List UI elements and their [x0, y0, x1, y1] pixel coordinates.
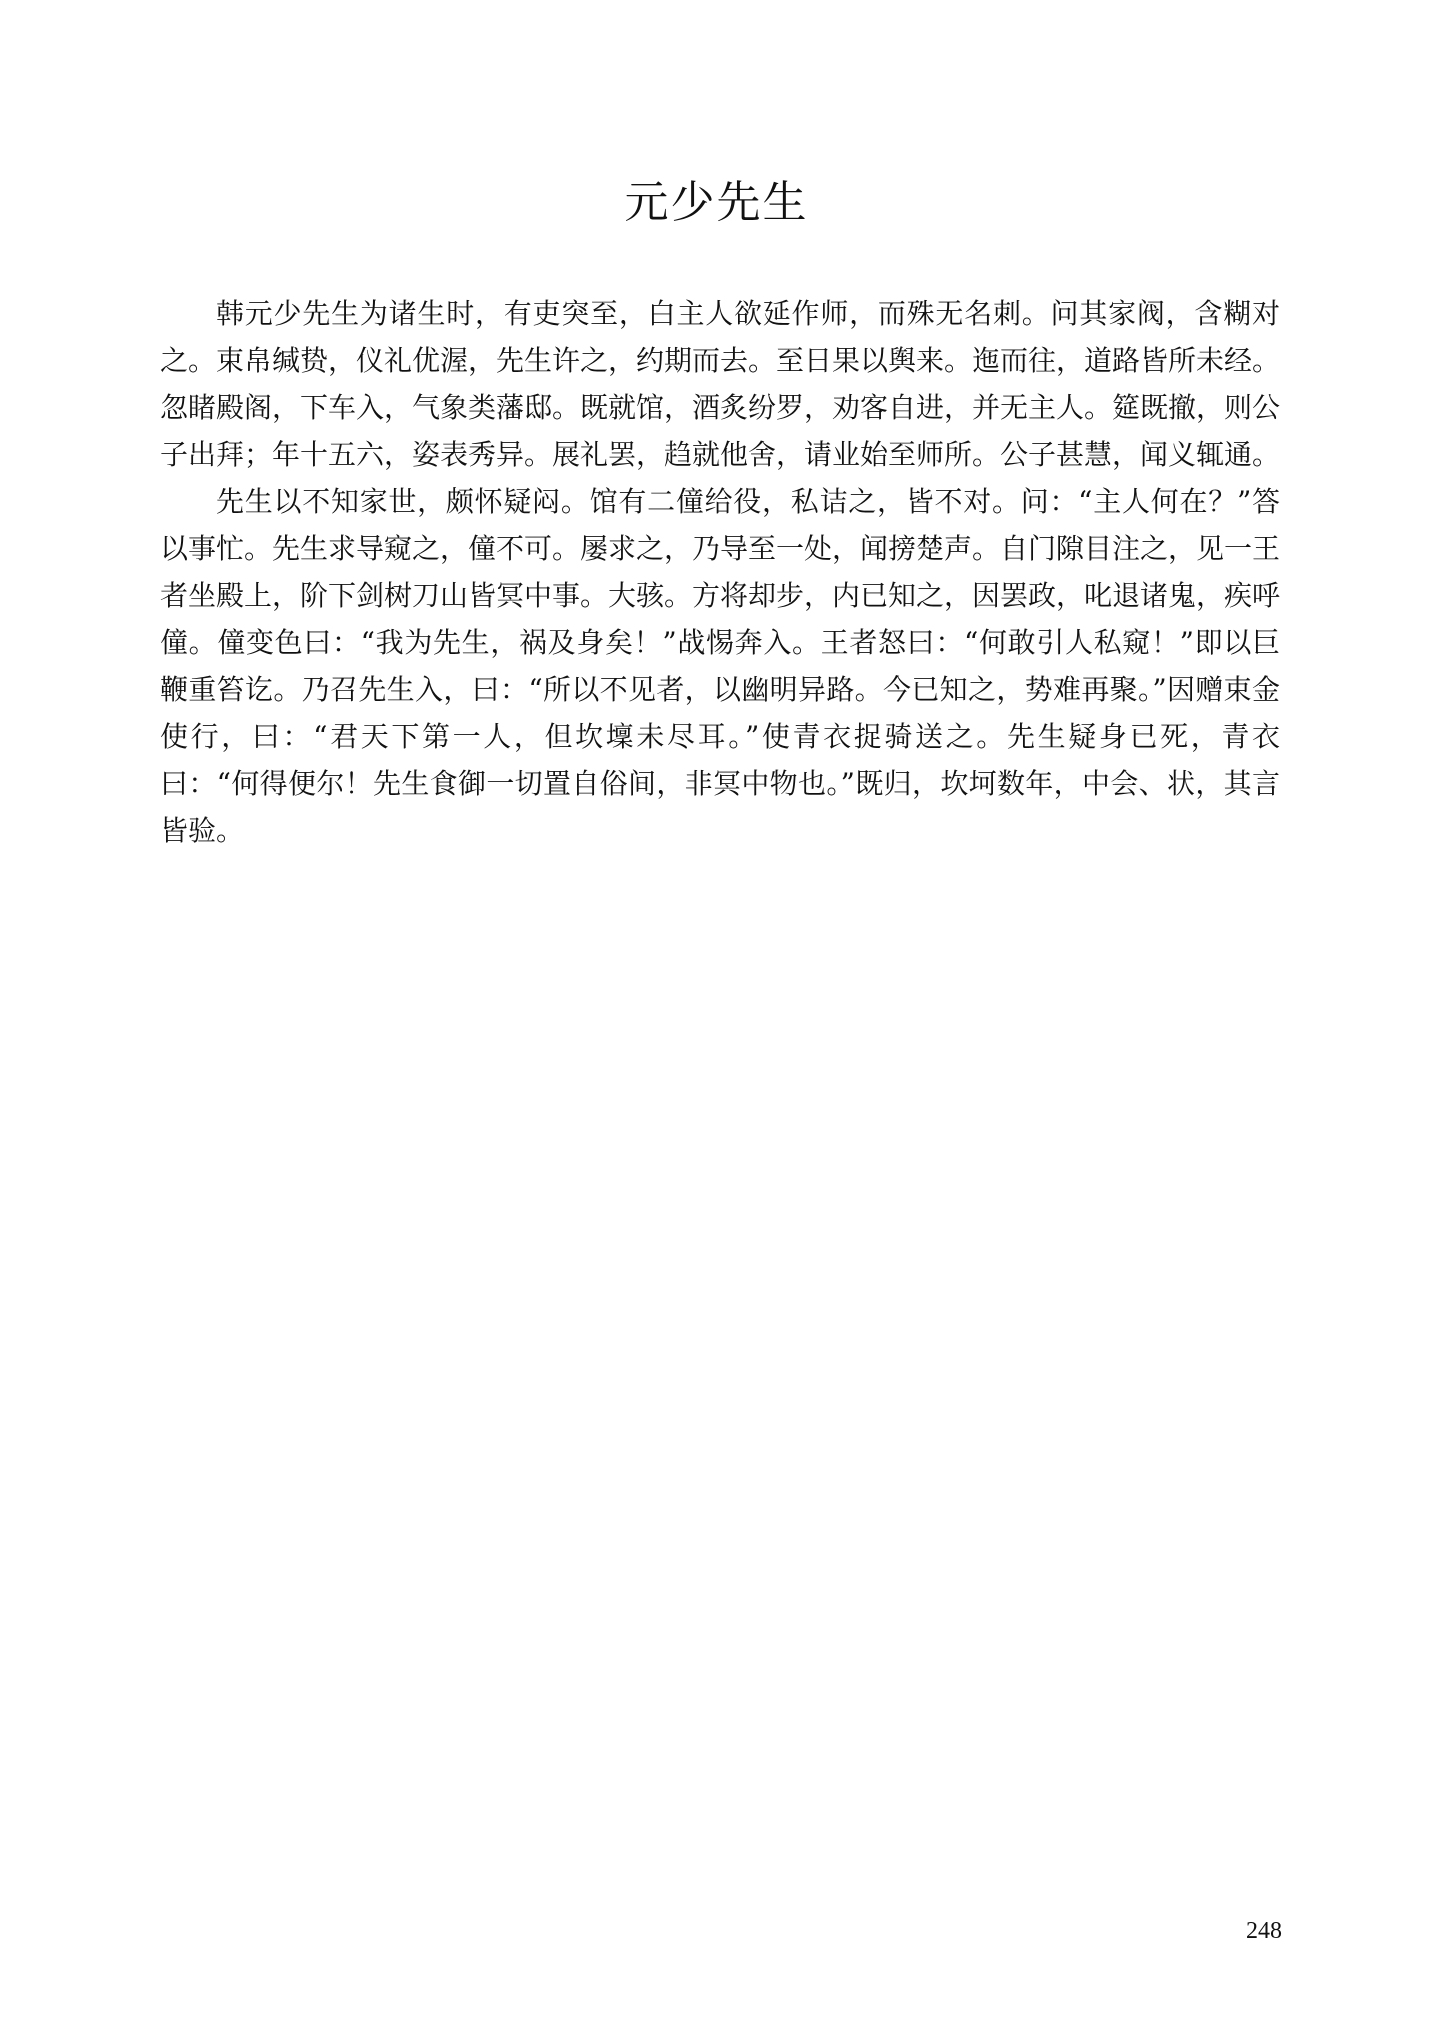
body-text	[160, 290, 1280, 854]
paragraph-1: 韩元少先生为诸生时，有吏突至，白主人欲延作师，而殊无名刺。问其家阀，含糊对之。束帛缄贽，仪礼优渥，先生许之，约期而去。至日果以舆来。迤而往，道路皆所未经。忽睹殿阁，下车入，气象类藩邸。既就馆，酒炙纷罗，劝客自进，并无主人。筵既撤，则公子出拜；年十五六，姿表秀异。展礼罢，趋就他舍，请业始至师所。公子甚慧，闻义辄通。	[160, 297, 1281, 471]
page-number: 248	[1246, 1918, 1282, 1944]
page-title: 元少先生	[624, 177, 809, 228]
paragraph-2: 先生以不知家世，颇怀疑闷。馆有二僮给役，私诘之，皆不对。问：“主人何在？”答以事忙。先生求导窥之，僮不可。屡求之，乃导至一处，闻搒楚声。自门隙目注之，见一王者坐殿上，阶下剑树刀山皆冥中事。大骇。方将却步，内已知之，因罢政，叱退诸鬼，疾呼僮。僮变色曰：“我为先生，祸及身矣！”战惕奔入。王者怒曰：“何敢引人私窥！”即以巨鞭重笞讫。乃召先生入，曰：“所以不见者，以幽明异路。今已知之，势难再聚。”因赠束金使行，曰：“君天下第一人，但坎壈未尽耳。”使青衣捉骑送之。先生疑身已死，青衣曰：“何得便尔！先生食御一切置自俗间，非冥中物也。”既归，坎坷数年，中会、状，其言皆验。	[160, 485, 1281, 847]
